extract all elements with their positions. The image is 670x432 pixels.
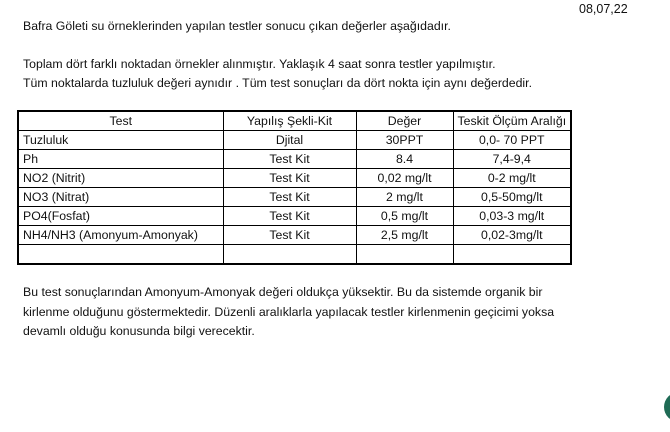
cell-value: 8.4: [356, 150, 453, 169]
corner-circle-icon: [664, 392, 670, 422]
cell-range: 0,5-50mg/lt: [453, 188, 571, 207]
cell-value: 30PPT: [356, 131, 453, 150]
cell-method: Test Kit: [223, 169, 356, 188]
header-range: Teskit Ölçüm Aralığı: [453, 111, 571, 131]
cell-test: NH4/NH3 (Amonyum-Amonyak): [18, 226, 223, 245]
cell-range: 0-2 mg/lt: [453, 169, 571, 188]
table-row: [18, 150, 571, 169]
cell-method: Test Kit: [223, 150, 356, 169]
cell-empty: [223, 245, 356, 265]
cell-method: Test Kit: [223, 188, 356, 207]
cell-value: 0,02 mg/lt: [356, 169, 453, 188]
cell-empty: [18, 245, 223, 265]
table-empty-row: [18, 245, 571, 265]
cell-test: Tuzluluk: [18, 131, 223, 150]
table-row: [18, 207, 571, 226]
cell-range: 0,0- 70 PPT: [453, 131, 571, 150]
header-method: Yapılış Şekli-Kit: [223, 111, 356, 131]
cell-range: 0,02-3mg/lt: [453, 226, 571, 245]
cell-empty: [453, 245, 571, 265]
cell-value: 2 mg/lt: [356, 188, 453, 207]
table-row: [18, 131, 571, 150]
salinity-note-text: Tüm noktalarda tuzluluk değeri aynıdır . Tüm test sonuçları da dört nokta için aynı değerdedir.: [23, 76, 532, 90]
cell-method: Djital: [223, 131, 356, 150]
table-row: [18, 226, 571, 245]
table-row: [18, 169, 571, 188]
cell-value: 2,5 mg/lt: [356, 226, 453, 245]
table-row: [18, 188, 571, 207]
cell-test: NO2 (Nitrit): [18, 169, 223, 188]
cell-empty: [356, 245, 453, 265]
header-test: Test: [18, 111, 223, 131]
document-date: 08,07,22: [579, 2, 628, 16]
cell-test: NO3 (Nitrat): [18, 188, 223, 207]
cell-test: PO4(Fosfat): [18, 207, 223, 226]
intro-text: Bafra Göleti su örneklerinden yapılan testler sonucu çıkan değerler aşağıdadır.: [23, 19, 451, 33]
cell-method: Test Kit: [223, 226, 356, 245]
cell-range: 7,4-9,4: [453, 150, 571, 169]
test-results-table: [17, 110, 572, 265]
cell-value: 0,5 mg/lt: [356, 207, 453, 226]
header-value: Değer: [356, 111, 453, 131]
table-header-row: [18, 111, 571, 131]
cell-method: Test Kit: [223, 207, 356, 226]
cell-range: 0,03-3 mg/lt: [453, 207, 571, 226]
sampling-text: Toplam dört farklı noktadan örnekler alınmıştır. Yaklaşık 4 saat sonra testler yapılmıştır.: [23, 57, 496, 71]
conclusion-paragraph: Bu test sonuçlarından Amonyum-Amonyak değeri oldukça yüksektir. Bu da sistemde organik bir kirlenme olduğunu göstermektedir. Düzenli aralıklarla yapılacak testler kirlenmenin geçicimi yoksa devamlı olduğu konusunda bilgi verecektir.: [23, 285, 555, 338]
cell-test: Ph: [18, 150, 223, 169]
